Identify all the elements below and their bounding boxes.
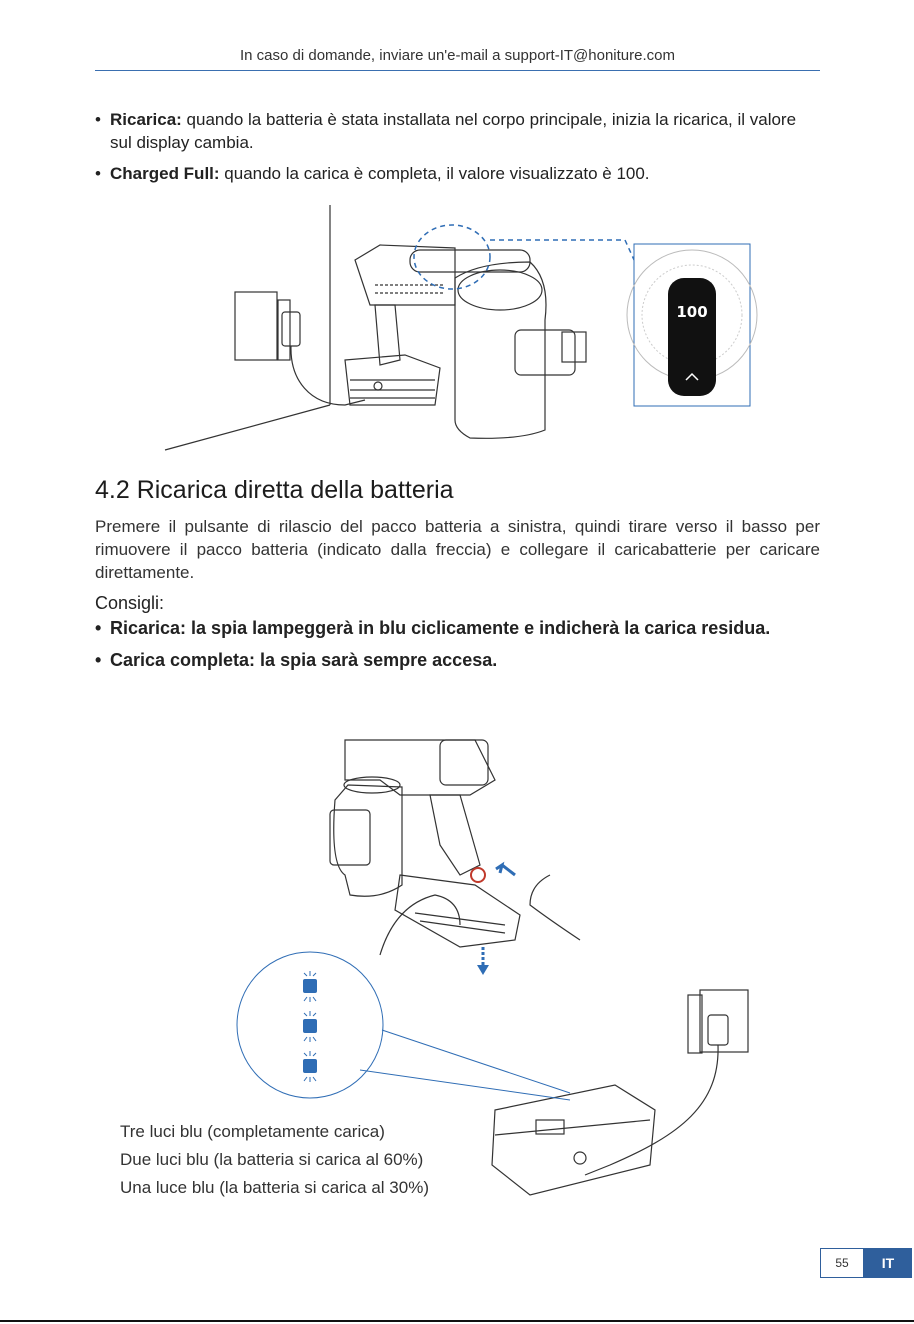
tip-charging: • Ricarica: la spia lampeggerà in blu ciclicamente e indicherà la carica residua.: [95, 616, 822, 640]
page-number: 55: [820, 1248, 864, 1278]
legend-three-lights: Tre luci blu (completamente carica): [120, 1122, 385, 1141]
page-header: In caso di domande, inviare un'e-mail a support-IT@honiture.com: [240, 47, 675, 64]
section-title: 4.2 Ricarica diretta della batteria: [95, 476, 454, 504]
indicator-legend: [120, 1118, 429, 1202]
section-paragraph: Premere il pulsante di rilascio del pacco batteria a sinistra, quindi tirare verso il basso per rimuovere il pacco batteria (indicato dalla freccia) e collegare il caricabatterie per caricare direttamente.: [95, 517, 820, 582]
bottom-divider: [0, 1320, 914, 1322]
tip-full-charge: • Carica completa: la spia sarà sempre accesa.: [95, 648, 822, 672]
top-bullet-list: [95, 108, 822, 193]
display-readout: 100: [676, 303, 708, 321]
bullet-charged-full-text: quando la carica è completa, il valore visualizzato è 100.: [219, 164, 650, 183]
bullet-charging: [95, 108, 822, 154]
bullet-charging-label: Ricarica:: [110, 110, 182, 129]
tips-title: Consigli:: [95, 593, 165, 613]
legend-one-light: Una luce blu (la batteria si carica al 30%): [120, 1178, 429, 1197]
language-tab: IT: [864, 1248, 912, 1278]
bullet-charged-full-label: Charged Full:: [110, 164, 220, 183]
bullet-charging-text: quando la batteria è stata installata nel corpo principale, inizia la ricarica, il valore sul display cambia.: [110, 110, 797, 152]
vacuum-wall-charging-illustration: [150, 200, 770, 460]
legend-two-lights: Due luci blu (la batteria si carica al 60%): [120, 1150, 424, 1169]
header-divider: [95, 70, 820, 71]
indicator-lights: [303, 971, 317, 1082]
tips-list: [95, 616, 822, 680]
bullet-charged-full: [95, 162, 822, 185]
